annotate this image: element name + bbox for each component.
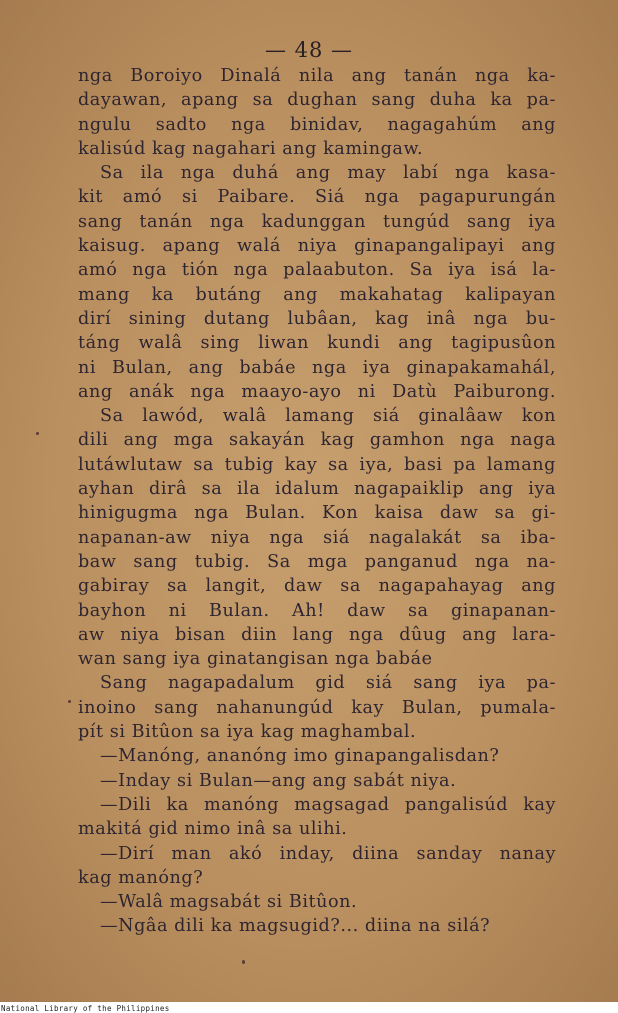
text-line: Sa lawód, walâ lamang siá ginalâaw kon: [100, 406, 556, 427]
text-line: baw sang tubig. Sa mga panganud nga na-: [78, 551, 556, 572]
ink-speck: [242, 960, 245, 964]
text-line: kalisúd kag nagahari ang kamingaw.: [78, 138, 424, 159]
text-line: kaisug. apang walá niya ginapangalipayi ang: [78, 236, 556, 257]
text-line: —Dirí man akó inday, diina sanday nanay: [100, 843, 556, 864]
text-line: —Walâ magsabát si Bitûon.: [100, 892, 358, 913]
text-line: inoino sang nahanungúd kay Bulan, pumala-: [78, 697, 556, 718]
text-line: ayhan dirâ sa ila idalum nagapaiklip ang iya: [78, 479, 556, 500]
footer-credit: National Library of the Philippines: [1, 1004, 170, 1013]
text-line: sang tanán nga kadunggan tungúd sang iya: [78, 211, 556, 232]
text-line: ang anák nga maayo-ayo ni Datù Paiburong.: [78, 381, 556, 402]
text-line: bayhon ni Bulan. Ah! daw sa ginapanan-: [78, 600, 556, 621]
text-line: mang ka butáng ang makahatag kalipayan: [78, 284, 556, 305]
body-text: [78, 64, 556, 939]
text-line: ni Bulan, ang babáe nga iya ginapakamahál,: [78, 357, 556, 378]
text-line: hinigugma nga Bulan. Kon kaisa daw sa gi-: [78, 503, 556, 524]
text-line: kit amó si Paibare. Siá nga pagapurungán: [78, 187, 556, 208]
text-line: dirí sining dutang lubâan, kag inâ nga bu-: [78, 308, 556, 329]
text-line: lutáwlutaw sa tubig kay sa iya, basi pa lamang: [78, 454, 556, 475]
page-number: — 48 —: [264, 38, 354, 62]
text-line: aw niya bisan diin lang nga dûug ang lara-: [78, 624, 556, 645]
text-line: amó nga tión nga palaabuton. Sa iya isá la-: [78, 260, 556, 281]
ink-speck: [68, 700, 71, 703]
text-line: Sang nagapadalum gid siá sang iya pa-: [100, 673, 556, 694]
text-line: —Inday si Bulan—ang ang sabát niya.: [100, 770, 457, 791]
text-line: kag manóng?: [78, 867, 204, 888]
text-line: dayawan, apang sa dughan sang duha ka pa-: [78, 90, 556, 111]
text-line: —Ngâa dili ka magsugid?... diina na silá?: [100, 916, 491, 937]
text-line: makitá gid nimo inâ sa ulihi.: [78, 819, 348, 840]
ink-speck: [36, 432, 39, 435]
text-line: wan sang iya ginatangisan nga babáe: [78, 649, 433, 670]
text-line: —Dili ka manóng magsagad pangalisúd kay: [100, 794, 556, 815]
text-line: pít si Bitûon sa iya kag maghambal.: [78, 722, 417, 743]
text-line: gabiray sa langit, daw sa nagapahayag ang: [78, 576, 556, 597]
text-line: nga Boroiyo Dinalá nila ang tanán nga ka-: [78, 66, 556, 86]
text-line: —Manóng, ananóng imo ginapangalisdan?: [100, 746, 500, 767]
text-line: Sa ila nga duhá ang may labí nga kasa-: [100, 163, 556, 184]
text-line: ngulu sadto nga binidav, nagagahúm ang: [78, 114, 556, 135]
text-line: dili ang mga sakayán kag gamhon nga naga: [78, 430, 556, 451]
text-line: táng walâ sing liwan kundi ang tagipusûon: [78, 333, 556, 354]
text-line: napanan-aw niya nga siá nagalakát sa iba-: [78, 527, 556, 548]
